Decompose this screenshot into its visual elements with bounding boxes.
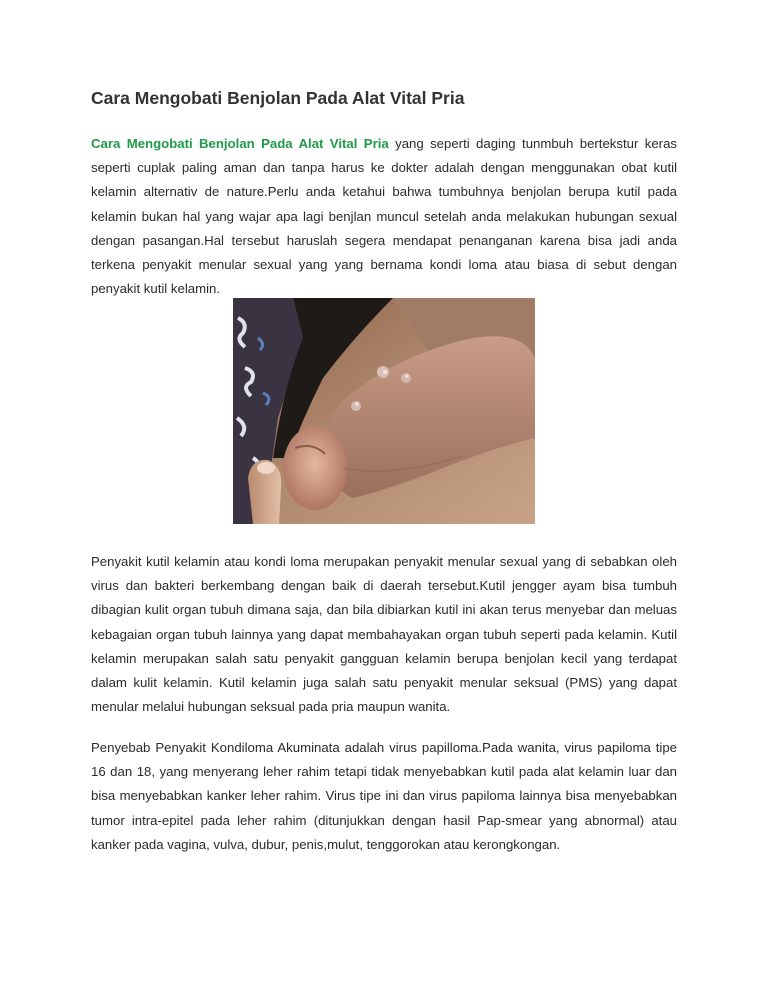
paragraph-intro-text: yang seperti daging tunmbuh bertekstur keras seperti cuplak paling aman dan tanpa harus ke dokter adalah dengan menggunakan obat kutil kelamin alternativ de nature.Perlu anda ketahui bahwa tumbuhnya benjolan berupa kutil pada kelamin bukan hal yang wajar apa lagi benjlan muncul setelah anda melakukan hubungan sexual dengan pasangan.Hal tersebut haruslah segera mendapat penanganan karena bisa jadi anda terkena penyakit menular sexual yang yang bernama kondi loma atau biasa di sebut dengan penyakit kutil kelamin. [91,136,677,297]
paragraph-disease: Penyakit kutil kelamin atau kondi loma merupakan penyakit menular sexual yang di sebabkan oleh virus dan bakteri berkembang dengan baik di daerah tersebut.Kutil jengger ayam bisa tumbuh dibagian kulit organ tubuh dimana saja, dan bila dibiarkan kutil ini akan terus menyebar dan meluas kebagaian organ tubuh lainnya yang dapat membahayakan organ tubuh seperti pada kelamin. Kutil kelamin merupakan salah satu penyakit gangguan kelamin berupa benjolan kecil yang terdapat dalam kulit kelamin. Kutil kelamin juga salah satu penyakit menular seksual (PMS) yang dapat menular melalui hubungan seksual pada pria maupun wanita. [91,554,677,715]
document-title: Cara Mengobati Benjolan Pada Alat Vital Pria [91,88,465,108]
lead-keyword: Cara Mengobati Benjolan Pada Alat Vital Pria [91,136,389,151]
medical-photo [233,298,535,524]
paragraph-intro [91,132,677,301]
paragraph-cause: Penyebab Penyakit Kondiloma Akuminata adalah virus papilloma.Pada wanita, virus papiloma tipe 16 dan 18, yang menyerang leher rahim tetapi tidak menyebabkan kutil pada alat kelamin luar dan bisa menyebabkan kanker leher rahim. Virus tipe ini dan virus papiloma lainnya bisa menyebabkan tumor intra-epitel pada leher rahim (ditunjukkan dengan hasil Pap-smear yang abnormal) atau kanker pada vagina, vulva, dubur, penis,mulut, tenggorokan atau kerongkongan. [91,740,677,852]
